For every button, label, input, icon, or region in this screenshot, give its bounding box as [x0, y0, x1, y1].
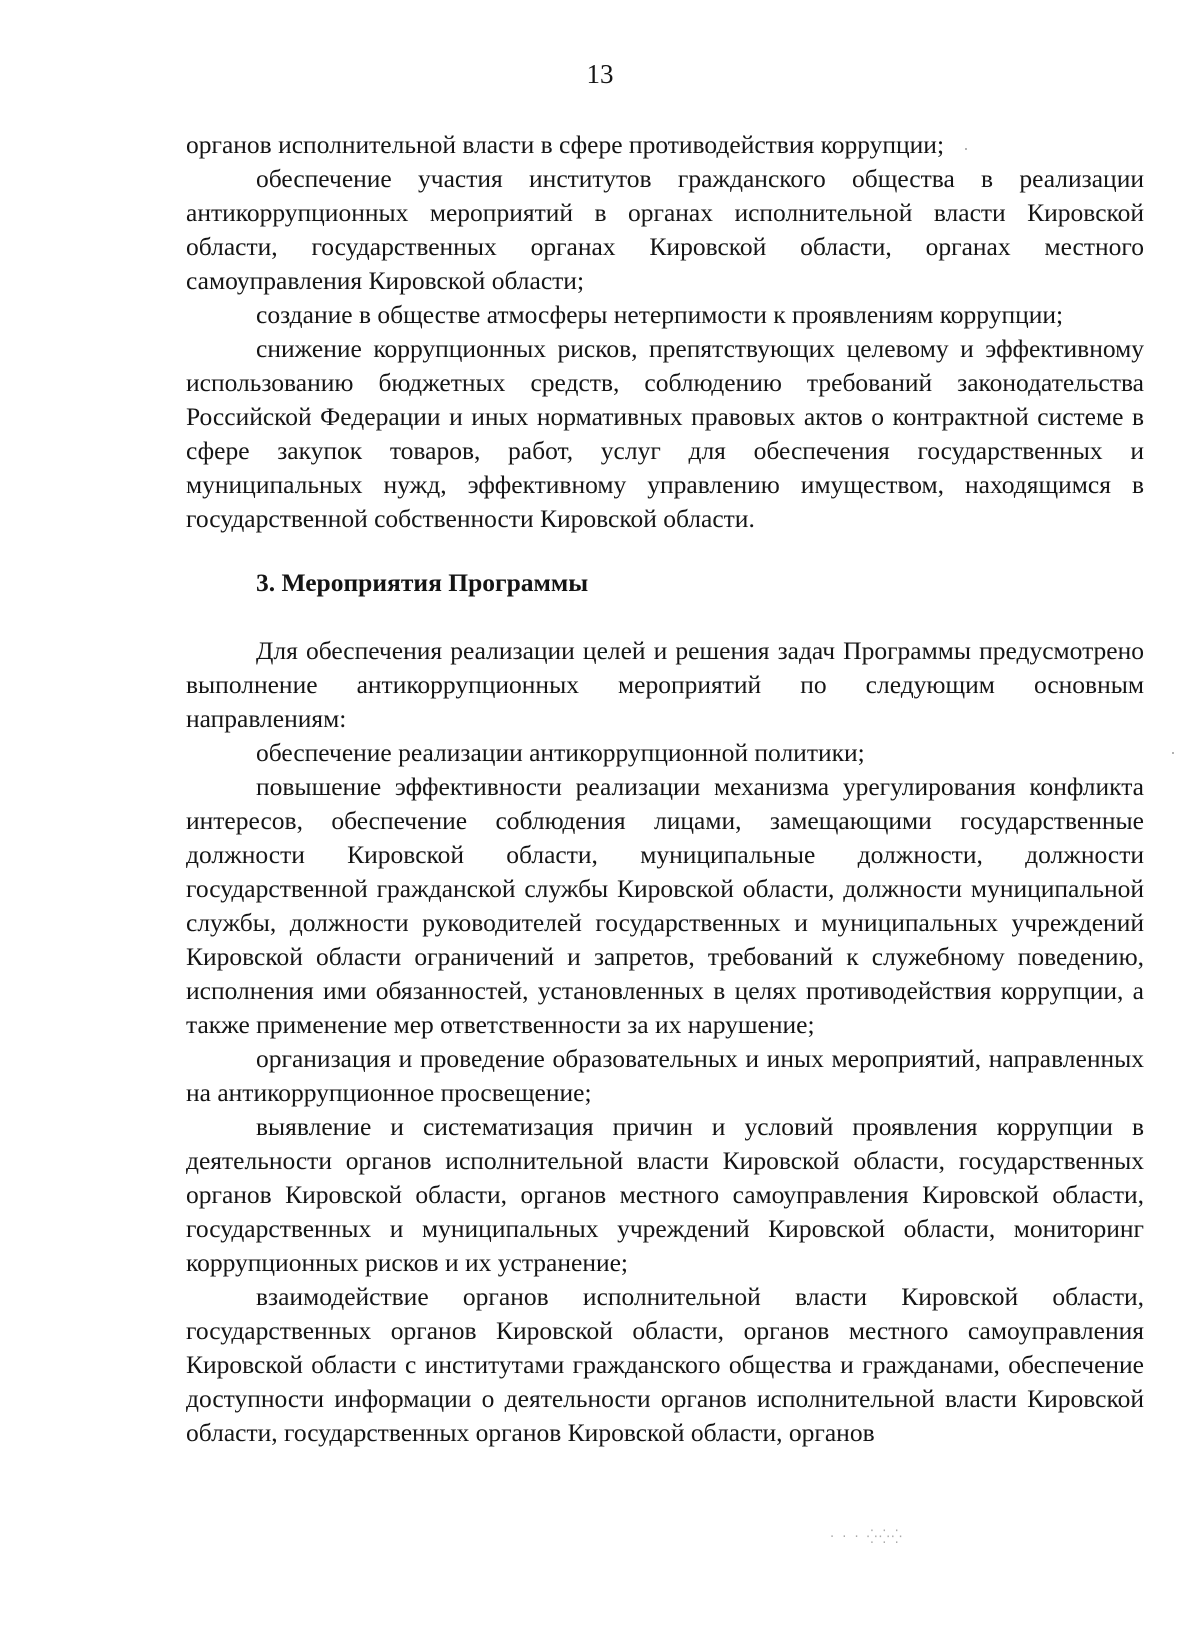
paragraph: организация и проведение образовательных и иных мероприятий, направленных на антикоррупционное просвещение;: [186, 1044, 1144, 1107]
paragraph: обеспечение реализации антикоррупционной политики;: [256, 738, 865, 767]
document-body: [186, 128, 1144, 1450]
paragraph-continued: взаимодействие органов исполнительной власти Кировской области, государственных органов Кировской области, органов местного самоуправления Кировской области с институтами гражданского общества и гражданами, обеспечение доступности информации о деятельности органов исполнительной власти Кировской области, государственных органов Кировской области, органов: [186, 1282, 1144, 1447]
page-number: 13: [586, 59, 614, 89]
scan-speck: [1172, 752, 1174, 754]
paragraph-continuation: органов исполнительной власти в сфере противодействия коррупции;: [186, 130, 945, 159]
scan-artifact: · · · ⁛⁛⁛: [830, 1530, 904, 1545]
paragraph: создание в обществе атмосферы нетерпимости к проявлениям коррупции;: [256, 300, 1064, 329]
paragraph: повышение эффективности реализации механизма урегулирования конфликта интересов, обеспечение соблюдения лицами, замещающими государственные должности Кировской области, муниципальные должности, должности государственной гражданской службы Кировской области, должности муниципальной службы, должности руководителей государственных и муниципальных учреждений Кировской области ограничений и запретов, требований к служебному поведению, исполнения ими обязанностей, установленных в целях противодействия коррупции, а также применение мер ответственности за их нарушение;: [186, 772, 1144, 1039]
paragraph: Для обеспечения реализации целей и решения задач Программы предусмотрено выполнение антикоррупционных мероприятий по следующим основным направлениям:: [186, 636, 1144, 733]
paragraph: выявление и систематизация причин и условий проявления коррупции в деятельности органов исполнительной власти Кировской области, государственных органов Кировской области, органов местного самоуправления Кировской области, государственных и муниципальных учреждений Кировской области, мониторинг коррупционных рисков и их устранение;: [186, 1112, 1144, 1277]
paragraph: обеспечение участия институтов гражданского общества в реализации антикоррупционных мероприятий в органах исполнительной власти Кировской области, государственных органах Кировской области, органах местного самоуправления Кировской области;: [186, 164, 1144, 295]
scan-speck: [965, 148, 967, 150]
paragraph: снижение коррупционных рисков, препятствующих целевому и эффективному использованию бюджетных средств, соблюдению требований законодательства Российской Федерации и иных нормативных правовых актов о контрактной системе в сфере закупок товаров, работ, услуг для обеспечения государственных и муниципальных нужд, эффективному управлению имуществом, находящимся в государственной собственности Кировской области.: [186, 334, 1144, 533]
section-heading: 3. Мероприятия Программы: [256, 568, 589, 597]
